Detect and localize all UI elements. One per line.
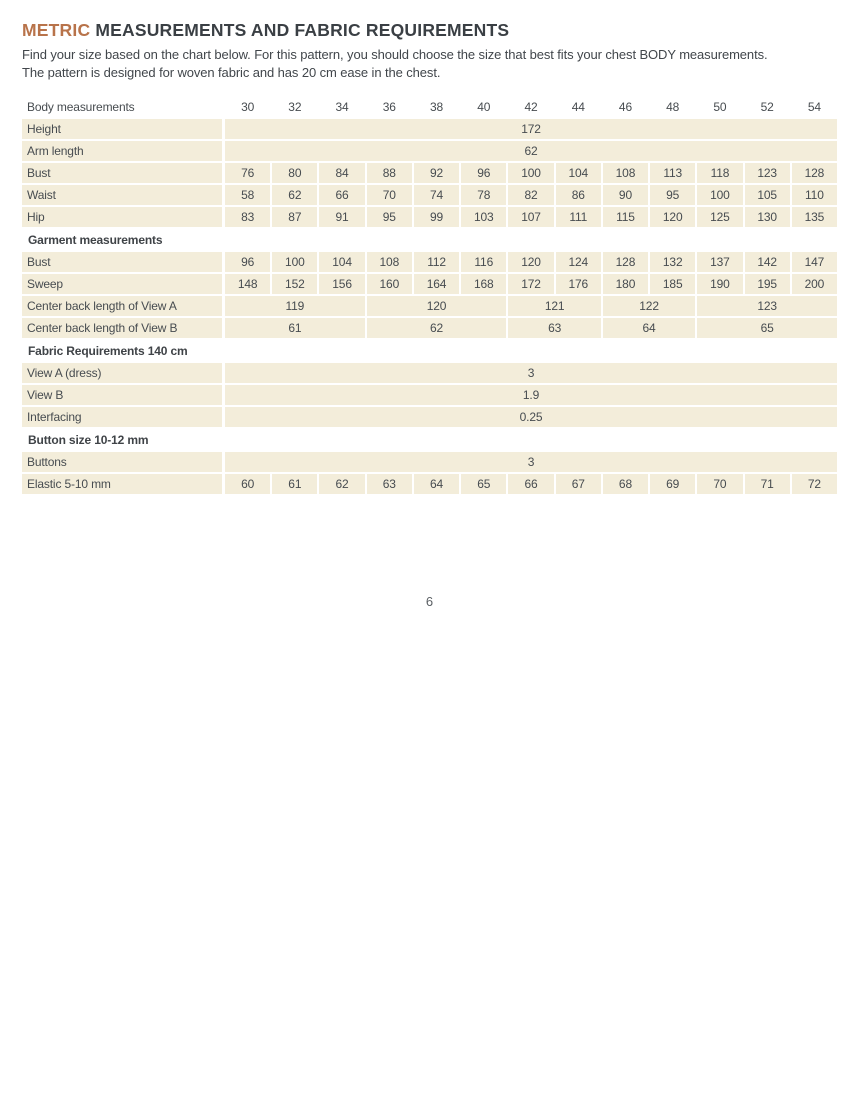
title-text: MEASUREMENTS AND FABRIC REQUIREMENTS (95, 20, 510, 40)
value-cell: 62 (272, 185, 317, 205)
value-cell: 121 (508, 296, 600, 316)
value-cell: 172 (508, 274, 553, 294)
value-cell: 100 (697, 185, 742, 205)
size-column-header: 30 (241, 100, 255, 114)
value-cell: 78 (461, 185, 506, 205)
size-column-header: 38 (430, 100, 444, 114)
table-row-view-a (22, 363, 837, 383)
size-column-header: 46 (618, 100, 632, 114)
table-row-buttons (22, 452, 837, 472)
value-cell: 67 (556, 474, 601, 494)
table-row-waist (22, 185, 837, 205)
value-cell: 104 (319, 252, 364, 272)
value-cell: 164 (414, 274, 459, 294)
section-button-size (22, 429, 837, 450)
title-highlight: METRIC (22, 20, 91, 40)
value-cell: 63 (508, 318, 600, 338)
value-cell: 113 (650, 163, 695, 183)
size-column-header: 34 (335, 100, 349, 114)
value-cell: 66 (508, 474, 553, 494)
table-row-garment-bust (22, 252, 837, 272)
value-cell: 1.9 (225, 385, 837, 405)
table-row-elastic (22, 474, 837, 494)
value-cell: 120 (650, 207, 695, 227)
value-cell: 64 (603, 318, 695, 338)
section-label: Fabric Requirements 140 cm (28, 343, 188, 358)
value-cell: 123 (745, 163, 790, 183)
row-label: Center back length of View B (22, 318, 222, 338)
intro-line-2: The pattern is designed for woven fabric and has 20 cm ease in the chest. (22, 65, 441, 80)
size-column-header: 40 (477, 100, 491, 114)
value-cell: 107 (508, 207, 553, 227)
value-cell: 105 (745, 185, 790, 205)
value-cell: 95 (650, 185, 695, 205)
value-cell: 108 (367, 252, 412, 272)
value-cell: 176 (556, 274, 601, 294)
value-cell: 122 (603, 296, 695, 316)
row-label: View B (22, 385, 222, 405)
table-row-interfacing (22, 407, 837, 427)
size-column-header: 44 (571, 100, 585, 114)
value-cell: 118 (697, 163, 742, 183)
row-label: Body measurements (27, 100, 135, 114)
value-cell: 88 (367, 163, 412, 183)
row-label: Height (22, 119, 222, 139)
section-fabric-requirements (22, 340, 837, 361)
value-cell: 3 (225, 363, 837, 383)
value-cell: 65 (461, 474, 506, 494)
row-label: Arm length (22, 141, 222, 161)
value-cell: 95 (367, 207, 412, 227)
value-cell: 90 (603, 185, 648, 205)
value-cell: 68 (603, 474, 648, 494)
size-column-header: 48 (666, 100, 680, 114)
table-row-arm-length (22, 141, 837, 161)
value-cell: 96 (225, 252, 270, 272)
value-cell: 200 (792, 274, 837, 294)
value-cell: 86 (556, 185, 601, 205)
value-cell: 128 (603, 252, 648, 272)
intro-line-1: Find your size based on the chart below. For this pattern, you should choose the size that best fits your chest BODY measurements. (22, 47, 768, 62)
value-cell: 112 (414, 252, 459, 272)
value-cell: 119 (225, 296, 365, 316)
value-cell: 74 (414, 185, 459, 205)
value-cell: 125 (697, 207, 742, 227)
value-cell: 72 (792, 474, 837, 494)
value-cell: 91 (319, 207, 364, 227)
page-number: 6 (425, 594, 434, 609)
value-cell: 96 (461, 163, 506, 183)
size-column-header: 42 (524, 100, 538, 114)
row-label: Elastic 5-10 mm (22, 474, 222, 494)
value-cell: 132 (650, 252, 695, 272)
value-cell: 110 (792, 185, 837, 205)
value-cell: 160 (367, 274, 412, 294)
value-cell: 111 (556, 207, 601, 227)
table-row-hip (22, 207, 837, 227)
value-cell: 108 (603, 163, 648, 183)
value-cell: 172 (225, 119, 837, 139)
value-cell: 128 (792, 163, 837, 183)
value-cell: 80 (272, 163, 317, 183)
value-cell: 116 (461, 252, 506, 272)
table-row-center-back-view-b (22, 318, 837, 338)
value-cell: 156 (319, 274, 364, 294)
value-cell: 63 (367, 474, 412, 494)
page-title (22, 20, 837, 41)
value-cell: 82 (508, 185, 553, 205)
value-cell: 180 (603, 274, 648, 294)
size-column-header: 54 (807, 100, 821, 114)
row-label: Bust (22, 252, 222, 272)
size-column-header: 32 (288, 100, 302, 114)
value-cell: 130 (745, 207, 790, 227)
value-cell: 69 (650, 474, 695, 494)
size-column-header: 36 (382, 100, 396, 114)
row-label: Waist (22, 185, 222, 205)
value-cell: 100 (508, 163, 553, 183)
value-cell: 120 (508, 252, 553, 272)
value-cell: 100 (272, 252, 317, 272)
table-row-height (22, 119, 837, 139)
value-cell: 103 (461, 207, 506, 227)
value-cell: 76 (225, 163, 270, 183)
value-cell: 70 (697, 474, 742, 494)
value-cell: 124 (556, 252, 601, 272)
table-row-center-back-view-a (22, 296, 837, 316)
value-cell: 190 (697, 274, 742, 294)
value-cell: 123 (697, 296, 837, 316)
value-cell: 152 (272, 274, 317, 294)
value-cell: 61 (225, 318, 365, 338)
value-cell: 60 (225, 474, 270, 494)
value-cell: 185 (650, 274, 695, 294)
value-cell: 0.25 (225, 407, 837, 427)
size-column-header: 50 (713, 100, 727, 114)
value-cell: 87 (272, 207, 317, 227)
section-label: Button size 10-12 mm (28, 432, 149, 447)
value-cell: 115 (603, 207, 648, 227)
value-cell: 64 (414, 474, 459, 494)
value-cell: 147 (792, 252, 837, 272)
value-cell: 92 (414, 163, 459, 183)
table-header-row (22, 97, 837, 117)
section-label: Garment measurements (28, 232, 163, 247)
value-cell: 83 (225, 207, 270, 227)
value-cell: 71 (745, 474, 790, 494)
table-row-sweep (22, 274, 837, 294)
value-cell: 3 (225, 452, 837, 472)
section-garment-measurements (22, 229, 837, 250)
value-cell: 104 (556, 163, 601, 183)
value-cell: 168 (461, 274, 506, 294)
row-label: View A (dress) (22, 363, 222, 383)
value-cell: 66 (319, 185, 364, 205)
value-cell: 142 (745, 252, 790, 272)
value-cell: 148 (225, 274, 270, 294)
row-label: Hip (22, 207, 222, 227)
value-cell: 84 (319, 163, 364, 183)
row-label: Sweep (22, 274, 222, 294)
value-cell: 120 (367, 296, 507, 316)
value-cell: 62 (319, 474, 364, 494)
table-row-view-b (22, 385, 837, 405)
value-cell: 62 (225, 141, 837, 161)
value-cell: 195 (745, 274, 790, 294)
value-cell: 62 (367, 318, 507, 338)
value-cell: 137 (697, 252, 742, 272)
table-row-body-bust (22, 163, 837, 183)
intro-paragraph (22, 46, 837, 82)
measurements-table (22, 97, 837, 494)
row-label: Buttons (22, 452, 222, 472)
row-label: Interfacing (22, 407, 222, 427)
value-cell: 61 (272, 474, 317, 494)
row-label: Center back length of View A (22, 296, 222, 316)
row-label: Bust (22, 163, 222, 183)
size-column-header: 52 (760, 100, 774, 114)
value-cell: 58 (225, 185, 270, 205)
value-cell: 99 (414, 207, 459, 227)
value-cell: 70 (367, 185, 412, 205)
value-cell: 135 (792, 207, 837, 227)
value-cell: 65 (697, 318, 837, 338)
